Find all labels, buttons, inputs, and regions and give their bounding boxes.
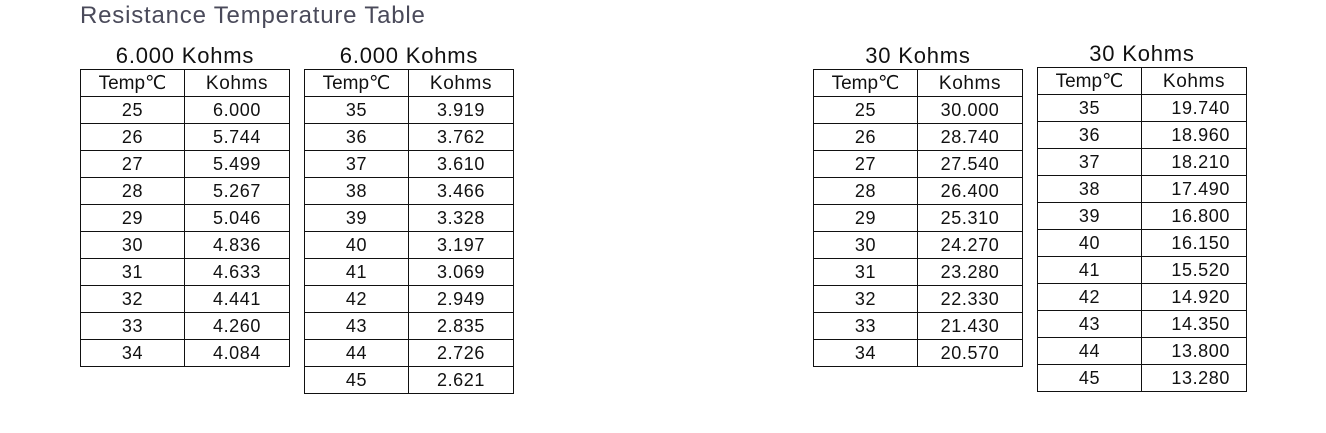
kohms-cell: 4.084 (212, 343, 262, 363)
temp-cell: 25 (814, 97, 918, 123)
table-row (81, 96, 289, 123)
table-row (814, 204, 1022, 231)
table-row (1038, 283, 1246, 310)
kohms-cell: 4.441 (212, 289, 262, 309)
table-row (305, 366, 513, 394)
kohms-cell: 5.046 (212, 208, 262, 228)
temp-cell: 28 (81, 178, 185, 204)
kohms-cell: 5.499 (212, 154, 262, 174)
kohms-column-header: Kohms (205, 72, 269, 94)
temp-cell: 42 (1038, 284, 1142, 310)
kohms-cell: 23.280 (940, 262, 1000, 282)
table-row (1038, 364, 1246, 392)
table-row (305, 177, 513, 204)
table-row (81, 150, 289, 177)
table-row (81, 339, 289, 367)
kohms-cell: 3.466 (436, 181, 486, 201)
kohms-cell: 16.800 (1171, 206, 1230, 226)
kohms-cell: 19.740 (1171, 98, 1230, 118)
temp-cell: 45 (1038, 365, 1142, 391)
temp-cell: 25 (81, 97, 185, 123)
kohms-cell: 18.960 (1171, 125, 1230, 145)
temp-cell: 30 (81, 232, 185, 258)
temp-cell: 37 (305, 151, 409, 177)
kohms-column-header: Kohms (938, 72, 1002, 94)
temp-cell: 32 (814, 286, 918, 312)
table-grid (80, 69, 290, 367)
temp-cell: 45 (305, 367, 409, 393)
table-row (81, 177, 289, 204)
table-row (1038, 202, 1246, 229)
table-title: 30 Kohms (865, 43, 971, 68)
table-row (305, 204, 513, 231)
table-row (814, 123, 1022, 150)
kohms-cell: 3.610 (436, 154, 486, 174)
table-row (814, 150, 1022, 177)
table-header-row (1038, 67, 1246, 94)
table-grid (304, 69, 514, 394)
table-row (305, 150, 513, 177)
table-row (81, 285, 289, 312)
kohms-cell: 28.740 (940, 127, 1000, 147)
temp-cell: 31 (814, 259, 918, 285)
temp-cell: 32 (81, 286, 185, 312)
table-grid (813, 69, 1023, 367)
kohms-cell: 3.919 (436, 100, 486, 120)
temp-cell: 39 (305, 205, 409, 231)
temp-column-header: Temp℃ (814, 70, 918, 96)
kohms-cell: 3.197 (436, 235, 486, 255)
kohms-cell: 24.270 (940, 235, 1000, 255)
kohms-cell: 13.800 (1171, 341, 1230, 361)
kohms-cell: 18.210 (1171, 152, 1230, 172)
table-row (814, 177, 1022, 204)
kohms-cell: 16.150 (1171, 233, 1230, 253)
kohms-cell: 14.350 (1171, 314, 1230, 334)
kohms-cell: 3.762 (436, 127, 486, 147)
table-row (814, 258, 1022, 285)
temp-cell: 33 (814, 313, 918, 339)
kohms-column-header: Kohms (1162, 70, 1226, 92)
temp-cell: 27 (81, 151, 185, 177)
temp-column-header: Temp℃ (81, 70, 185, 96)
table-row (1038, 175, 1246, 202)
table-row (81, 258, 289, 285)
temp-cell: 31 (81, 259, 185, 285)
temp-cell: 40 (1038, 230, 1142, 256)
temp-cell: 39 (1038, 203, 1142, 229)
table-header-row (81, 69, 289, 96)
page-title: Resistance Temperature Table (80, 2, 426, 29)
kohms-cell: 25.310 (940, 208, 1000, 228)
temp-cell: 41 (305, 259, 409, 285)
kohms-cell: 4.836 (212, 235, 262, 255)
temp-cell: 44 (305, 340, 409, 366)
kohms-cell: 4.633 (212, 262, 262, 282)
kohms-cell: 2.949 (436, 289, 486, 309)
kohms-column-header: Kohms (429, 72, 493, 94)
temp-cell: 40 (305, 232, 409, 258)
table-row (305, 123, 513, 150)
temp-cell: 34 (81, 340, 185, 366)
kohms-cell: 20.570 (940, 343, 1000, 363)
table-title: 6.000 Kohms (115, 43, 255, 68)
table-row (1038, 310, 1246, 337)
table-title: 6.000 Kohms (339, 43, 479, 68)
table-row (814, 339, 1022, 367)
table-row (305, 231, 513, 258)
temp-cell: 38 (1038, 176, 1142, 202)
temp-cell: 29 (814, 205, 918, 231)
table-row (1038, 256, 1246, 283)
kohms-cell: 5.267 (212, 181, 262, 201)
temp-column-header: Temp℃ (305, 70, 409, 96)
temp-cell: 41 (1038, 257, 1142, 283)
temp-cell: 42 (305, 286, 409, 312)
table-header-row (814, 69, 1022, 96)
table-grid (1037, 67, 1247, 392)
temp-cell: 34 (814, 340, 918, 366)
table-title: 30 Kohms (1089, 41, 1195, 66)
kohms-cell: 3.069 (436, 262, 486, 282)
kohms-cell: 14.920 (1171, 287, 1230, 307)
kohms-cell: 2.621 (436, 370, 486, 390)
temp-cell: 28 (814, 178, 918, 204)
table-row (814, 96, 1022, 123)
temp-cell: 30 (814, 232, 918, 258)
table-row (1038, 148, 1246, 175)
kohms-cell: 30.000 (940, 100, 1000, 120)
kohms-cell: 2.835 (436, 316, 486, 336)
table-row (81, 231, 289, 258)
temp-cell: 26 (81, 124, 185, 150)
table-row (305, 285, 513, 312)
kohms-cell: 17.490 (1171, 179, 1230, 199)
kohms-cell: 22.330 (940, 289, 1000, 309)
table-row (1038, 121, 1246, 148)
table-row (1038, 337, 1246, 364)
kohms-cell: 27.540 (940, 154, 1000, 174)
kohms-cell: 26.400 (940, 181, 1000, 201)
temp-cell: 33 (81, 313, 185, 339)
temp-cell: 36 (305, 124, 409, 150)
temp-cell: 35 (1038, 95, 1142, 121)
table-row (81, 312, 289, 339)
table-row (814, 231, 1022, 258)
temp-cell: 36 (1038, 122, 1142, 148)
table-row (305, 339, 513, 366)
kohms-cell: 2.726 (436, 343, 486, 363)
kohms-cell: 5.744 (212, 127, 262, 147)
temp-cell: 44 (1038, 338, 1142, 364)
kohms-cell: 13.280 (1171, 368, 1230, 388)
temp-cell: 43 (1038, 311, 1142, 337)
temp-cell: 26 (814, 124, 918, 150)
temp-cell: 43 (305, 313, 409, 339)
table-row (81, 123, 289, 150)
table-row (1038, 94, 1246, 121)
temp-cell: 37 (1038, 149, 1142, 175)
kohms-cell: 21.430 (940, 316, 1000, 336)
temp-cell: 29 (81, 205, 185, 231)
table-row (305, 96, 513, 123)
table-header-row (305, 69, 513, 96)
temp-column-header: Temp℃ (1038, 68, 1142, 94)
table-row (305, 258, 513, 285)
temp-cell: 38 (305, 178, 409, 204)
kohms-cell: 15.520 (1171, 260, 1230, 280)
kohms-cell: 4.260 (212, 316, 262, 336)
table-row (305, 312, 513, 339)
table-row (81, 204, 289, 231)
kohms-cell: 6.000 (212, 100, 262, 120)
table-row (814, 285, 1022, 312)
temp-cell: 35 (305, 97, 409, 123)
temp-cell: 27 (814, 151, 918, 177)
table-row (1038, 229, 1246, 256)
kohms-cell: 3.328 (436, 208, 486, 228)
table-row (814, 312, 1022, 339)
